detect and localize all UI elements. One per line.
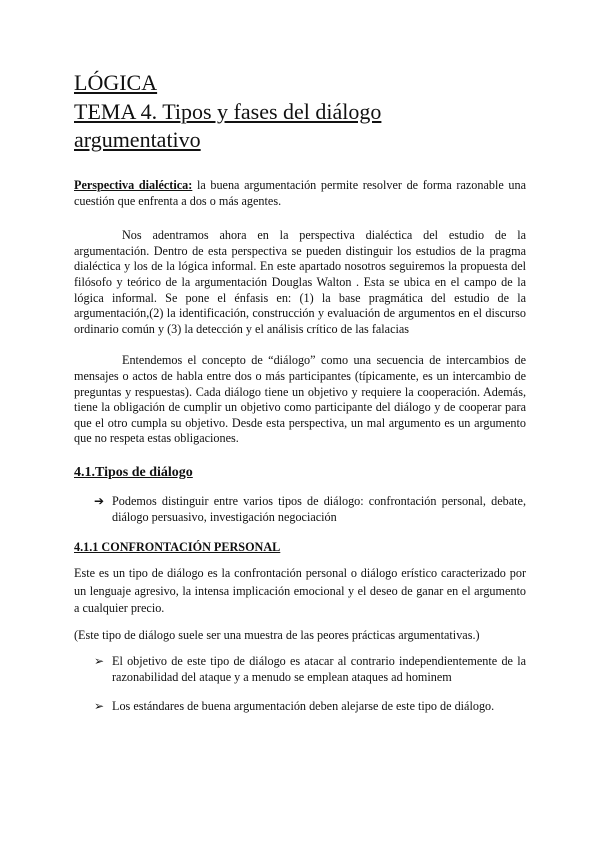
document-page xyxy=(74,70,526,715)
section-heading-4-1: 4.1.Tipos de diálogo xyxy=(74,464,193,480)
list-item-text: Los estándares de buena argumentación deben alejarse de este tipo de diálogo. xyxy=(112,699,495,714)
paragraph-dialogue-concept: Entendemos el concepto de “diálogo” como una secuencia de intercambios de mensajes o actos de habla entre dos o más participantes (típicamente, es un intercambio de preguntas y respuestas). Cada diálogo tiene un objetivo y requiere la cooperación. Además, tiene la obligación de cumplir un objetivo como participante del diálogo y de cooperar para que el otro cumpla su objetivo. Desde esta perspectiva, un mal argumento es un argumento que no respeta estas obligaciones. xyxy=(74,353,526,446)
list-item-text: El objetivo de este tipo de diálogo es atacar al contrario independientemente de la razonabilidad del ataque y a menudo se emplean ataques ad hominem xyxy=(112,654,526,684)
arrow-bullet-icon: ➔ xyxy=(94,493,105,508)
section-heading-4-1-1: 4.1.1 CONFRONTACIÓN PERSONAL xyxy=(74,540,281,555)
paragraph-confrontation: Este es un tipo de diálogo es la confrontación personal o diálogo erístico caracterizado por un lenguaje agresivo, la intensa implicación emocional y el deseo de ganar en el argumento a cualquier precio. xyxy=(74,566,526,616)
subject-title: LÓGICA xyxy=(74,70,158,95)
arrowhead-bullet-icon: ➢ xyxy=(94,699,105,714)
paragraph-note: (Este tipo de diálogo suele ser una muestra de las peores prácticas argumentativas.) xyxy=(74,627,480,642)
list-item xyxy=(74,494,526,525)
list-item-text: Podemos distinguir entre varios tipos de diálogo: confrontación personal, debate, diálogo persuasivo, investigación negociación xyxy=(112,493,526,524)
intro-text: la buena argumentación permite resolver de forma razonable una cuestión que enfrenta a dos o más agentes. xyxy=(74,178,526,208)
topic-title-line-1: TEMA 4. Tipos y fases del diálogo xyxy=(74,99,382,124)
intro-label: Perspectiva dialéctica: xyxy=(74,178,193,192)
topic-title-line-2: argumentativo xyxy=(74,127,201,152)
paragraph-dialectic-perspective: Nos adentramos ahora en la perspectiva dialéctica del estudio de la argumentación. Dentro de esta perspectiva se pueden distinguir los estudios de la pragma dialéctica y los de la lógica informal. En este apartado nosotros seguiremos la propuesta del filósofo y teórico de la argumentación Douglas Walton . Esta se ubica en el campo de la lógica informal. Se pone el énfasis en: (1) la base pragmática del estudio de la argumentación,(2) la identificación, construcción y evaluación de argumentos en el discurso ordinario común y (3) la detección y el análisis crítico de las falacias xyxy=(74,228,526,336)
intro-paragraph xyxy=(74,178,526,209)
arrowhead-bullet-icon: ➢ xyxy=(94,654,105,669)
list-item xyxy=(74,654,526,685)
list-item xyxy=(74,699,526,715)
topic-title xyxy=(74,98,526,154)
